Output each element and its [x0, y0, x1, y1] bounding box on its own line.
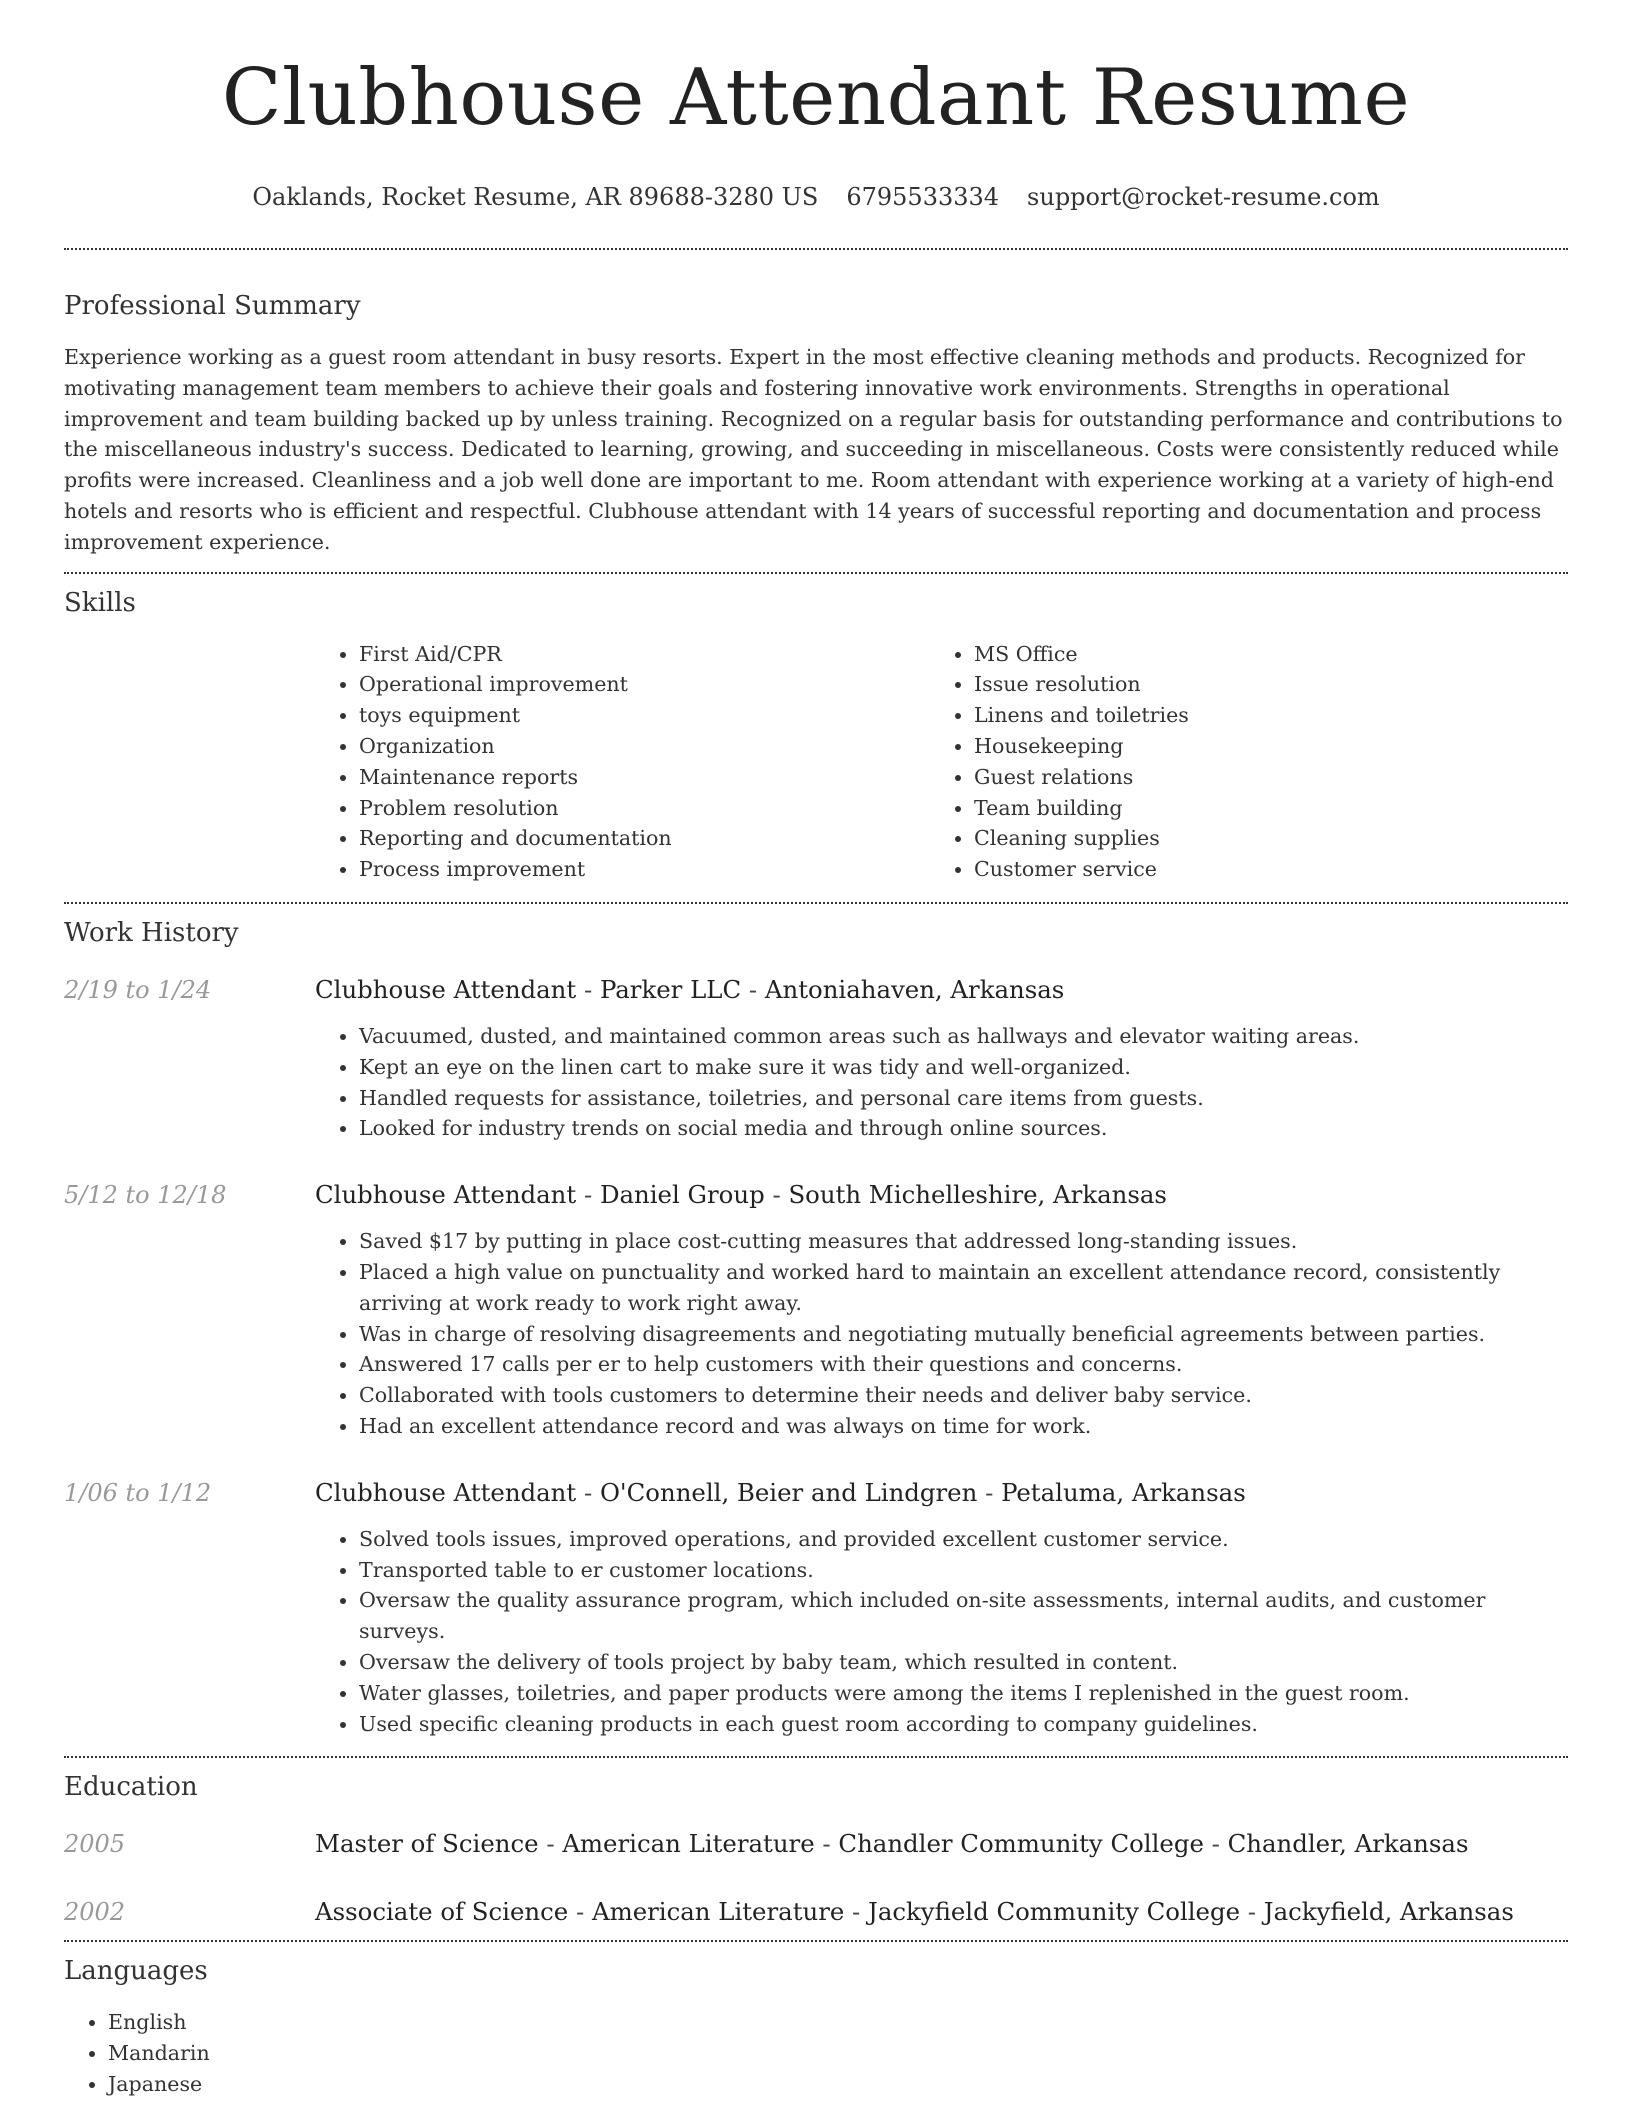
resume-header [64, 0, 1568, 214]
contact-address: Oaklands, Rocket Resume, AR 89688-3280 US [252, 183, 819, 211]
job-dates: 2/19 to 1/24 [64, 975, 212, 1004]
education-school: Jackyfield Community College [868, 1897, 1241, 1927]
job-heading: Clubhouse Attendant - Daniel Group - South Michelleshire, Arkansas [315, 1180, 1167, 1210]
work-history-section [64, 904, 1568, 1739]
education-location: Chandler, Arkansas [1227, 1829, 1469, 1859]
job-duties [315, 1524, 1568, 1740]
education-degree: Associate of Science [315, 1897, 569, 1927]
resume-page [64, 0, 1568, 2100]
education-entry [64, 1895, 1568, 1929]
education-heading: Master of Science - American Literature - Chandler Community College - Chandler, Arkansas [315, 1829, 1469, 1859]
job-duty: • Transported table to er customer locations. [359, 1555, 1568, 1586]
skills-grid [315, 639, 1568, 885]
job-dates: 1/06 to 1/12 [64, 1478, 212, 1507]
job-location: Petaluma, Arkansas [1001, 1477, 1246, 1507]
job-duty: • Answered 17 calls per er to help customers with their questions and concerns. [359, 1349, 1568, 1380]
summary-section [64, 250, 1568, 558]
language-item: • English [108, 2007, 1568, 2038]
education-year: 2005 [64, 1830, 126, 1859]
job-duty: • Placed a high value on punctuality and worked hard to maintain an excellent attendance record, consistently arriving at work ready to work right away. [359, 1257, 1568, 1319]
job-duty: • Was in charge of resolving disagreements and negotiating mutually beneficial agreements between parties. [359, 1319, 1568, 1350]
skill-item: • First Aid/CPR [359, 639, 930, 670]
section-title-education: Education [64, 1772, 198, 1803]
language-item: • Mandarin [108, 2038, 1568, 2069]
skill-item: • Maintenance reports [359, 762, 930, 793]
skills-section [64, 574, 1568, 885]
section-title-work: Work History [64, 917, 239, 948]
summary-text: Experience working as a guest room attendant in busy resorts. Expert in the most effective cleaning methods and products. Recognized for motivating management team members to achieve their goals and fostering innovative work environments. Strengths in operational improvement and team building backed up by unless training. Recognized on a regular basis for outstanding performance and contributions to the miscellaneous industry's success. Dedicated to learning, growing, and succeeding in miscellaneous. Costs were consistently reduced while profits were increased. Cleanliness and a job well done are important to me. Room attendant with experience working at a variety of high-end hotels and resorts who is efficient and respectful. Clubhouse attendant with 14 years of successful reporting and documentation and process improvement experience. [64, 345, 1563, 554]
language-item: • Japanese [108, 2069, 1568, 2100]
skill-item: • Guest relations [974, 762, 1545, 793]
skill-item: • Cleaning supplies [974, 823, 1545, 854]
education-degree: Master of Science [315, 1829, 539, 1859]
job-duties [315, 1226, 1568, 1442]
skill-item: • Problem resolution [359, 793, 930, 824]
job-dates: 5/12 to 12/18 [64, 1181, 227, 1210]
job-title: Clubhouse Attendant [315, 1477, 577, 1507]
job-duty: • Handled requests for assistance, toiletries, and personal care items from guests. [359, 1083, 1568, 1114]
job-location: Antoniahaven, Arkansas [764, 974, 1065, 1004]
skill-item: • Housekeeping [974, 731, 1545, 762]
education-field: American Literature [562, 1829, 815, 1859]
job-company: Parker LLC [599, 974, 742, 1004]
education-field: American Literature [591, 1897, 845, 1927]
skill-item: • MS Office [974, 639, 1545, 670]
job-duty: • Vacuumed, dusted, and maintained common areas such as hallways and elevator waiting areas. [359, 1021, 1568, 1052]
education-year: 2002 [64, 1898, 126, 1927]
contact-phone: 6795533334 [846, 183, 1000, 211]
languages-section [64, 1942, 1568, 2099]
job-entry [64, 1476, 1568, 1740]
skill-item: • Customer service [974, 854, 1545, 885]
section-title-summary: Professional Summary [64, 291, 361, 321]
job-duty: • Collaborated with tools customers to determine their needs and deliver baby service. [359, 1380, 1568, 1411]
job-title: Clubhouse Attendant [315, 1180, 577, 1210]
languages-list [64, 2007, 1568, 2099]
skill-item: • Organization [359, 731, 930, 762]
skills-column-left [315, 639, 930, 885]
job-company: Daniel Group [599, 1180, 765, 1210]
job-heading: Clubhouse Attendant - O'Connell, Beier and Lindgren - Petaluma, Arkansas [315, 1477, 1246, 1507]
skill-item: • Operational improvement [359, 669, 930, 700]
job-entry [64, 973, 1568, 1144]
job-duty: • Had an excellent attendance record and was always on time for work. [359, 1411, 1568, 1442]
job-heading: Clubhouse Attendant - Parker LLC - Antoniahaven, Arkansas [315, 974, 1065, 1004]
skill-item: • Reporting and documentation [359, 823, 930, 854]
contact-line [64, 180, 1568, 214]
job-duty: • Looked for industry trends on social media and through online sources. [359, 1113, 1568, 1144]
skills-column-right [930, 639, 1545, 885]
contact-email: support@rocket-resume.com [1027, 183, 1380, 211]
education-heading: Associate of Science - American Literature - Jackyfield Community College - Jackyfield, Arkansas [315, 1897, 1514, 1927]
education-section [64, 1758, 1568, 1929]
skill-item: • Process improvement [359, 854, 930, 885]
skill-item: • toys equipment [359, 700, 930, 731]
job-duty: • Solved tools issues, improved operations, and provided excellent customer service. [359, 1524, 1568, 1555]
job-duties [315, 1021, 1568, 1144]
job-duty: • Used specific cleaning products in each guest room according to company guidelines. [359, 1709, 1568, 1740]
skills-list-left [315, 639, 930, 885]
section-title-skills: Skills [64, 587, 136, 618]
job-company: O'Connell, Beier and Lindgren [599, 1477, 978, 1507]
job-duty: • Saved $17 by putting in place cost-cutting measures that addressed long-standing issues. [359, 1226, 1568, 1257]
section-title-languages: Languages [64, 1956, 208, 1987]
job-duty: • Water glasses, toiletries, and paper products were among the items I replenished in the guest room. [359, 1678, 1568, 1709]
job-entry [64, 1178, 1568, 1442]
job-duty: • Oversaw the delivery of tools project by baby team, which resulted in content. [359, 1647, 1568, 1678]
skills-list-right [930, 639, 1545, 885]
skill-item: • Linens and toiletries [974, 700, 1545, 731]
job-title: Clubhouse Attendant [315, 974, 577, 1004]
job-duty: • Kept an eye on the linen cart to make sure it was tidy and well-organized. [359, 1052, 1568, 1083]
resume-title: Clubhouse Attendant Resume [221, 53, 1411, 143]
education-school: Chandler Community College [838, 1829, 1204, 1859]
education-entry [64, 1827, 1568, 1861]
job-location: South Michelleshire, Arkansas [788, 1180, 1167, 1210]
skill-item: • Issue resolution [974, 669, 1545, 700]
skill-item: • Team building [974, 793, 1545, 824]
education-location: Jackyfield, Arkansas [1263, 1897, 1514, 1927]
job-duty: • Oversaw the quality assurance program, which included on-site assessments, internal audits, and customer surveys. [359, 1585, 1568, 1647]
